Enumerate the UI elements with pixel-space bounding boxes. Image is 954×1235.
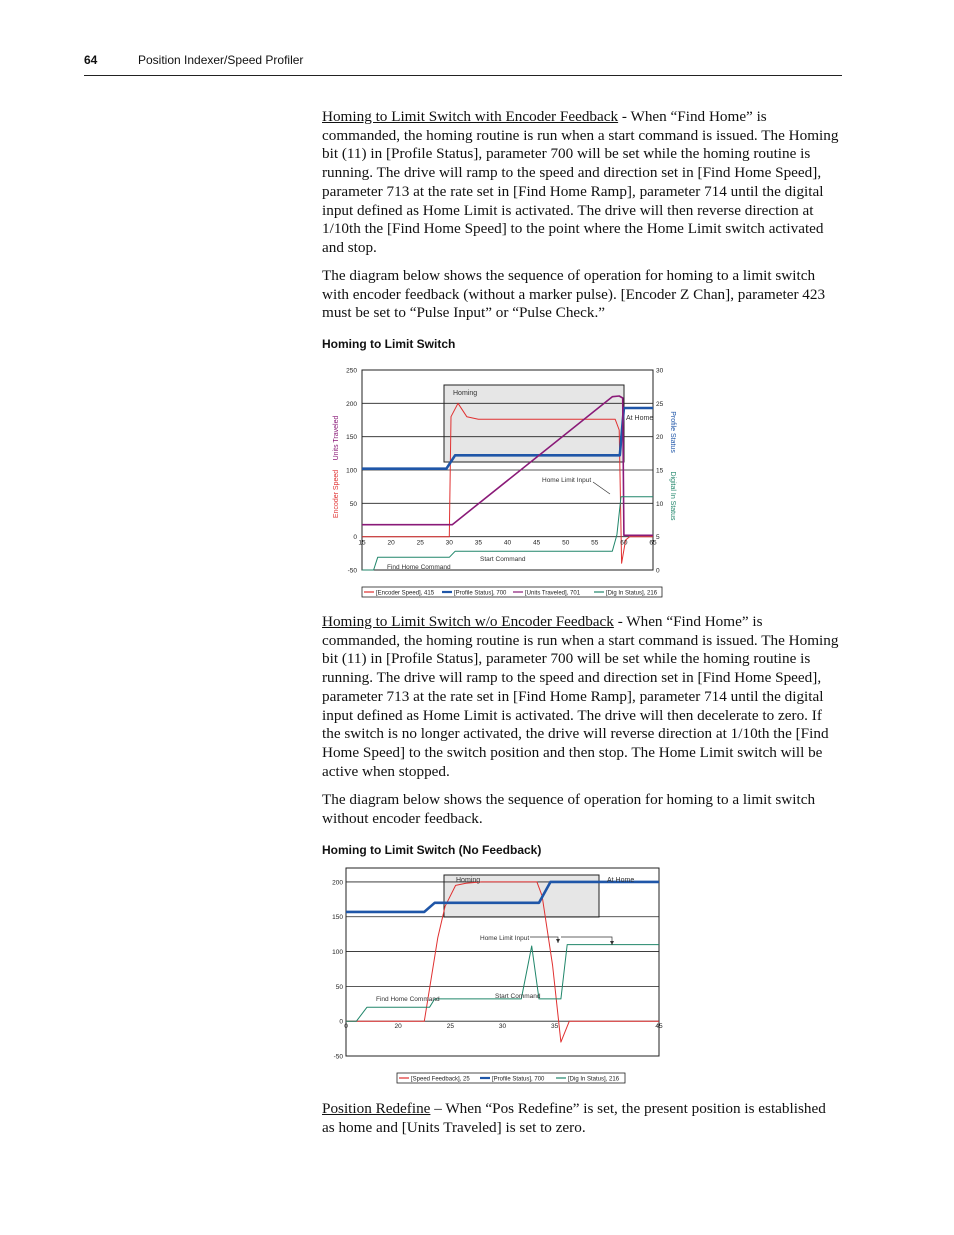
x-tick-label: 25 — [446, 1023, 454, 1031]
paragraph-text: The diagram below shows the sequence of operation for homing to a limit switch with encoder feedback (without a marker pulse). [Encoder Z Chan], parameter 423 must be set to “Pulse Input” or “Pulse Check.” — [322, 267, 826, 322]
y-left-tick-label: 50 — [349, 500, 357, 508]
homing-label: Homing — [453, 390, 478, 397]
chart-2-legend — [397, 1073, 625, 1083]
digital-in-status-axis-label: Digital In Status — [669, 471, 676, 521]
at-home-label: At Home — [607, 877, 635, 884]
x-tick-label: 30 — [498, 1023, 507, 1031]
x-tick-label: 60 — [620, 539, 628, 547]
chart-2-svg — [320, 863, 665, 1088]
start-command-label: Start Command — [495, 993, 541, 1000]
legend-entry: [Profile Status], 700 — [454, 590, 507, 597]
x-tick-label: 35 — [551, 1023, 559, 1031]
y-right-tick-label: 15 — [656, 467, 664, 475]
paragraph-text: - When “Find Home” is commanded, the homing routine is run when a start command is issued. The Homing bit (11) in [Profile Status], parameter 700 will be set while the homing routine is running. The drive will ramp to the speed and direction set in [Find Home Speed], parameter 713 at the rate set in [Find Home Ramp], parameter 714 until the digital input defined as Home Limit is activated. The drive will then decelerate to zero. If the switch is no longer activated, the drive will reverse direction at 1/10th the [Find Home Speed] to the switch position and then stop. The Home Limit switch will be active when stopped. — [322, 613, 839, 780]
figure-caption-2: Homing to Limit Switch (No Feedback) — [322, 843, 542, 857]
y-tick-label: 100 — [332, 949, 343, 957]
legend-entry: [Units Traveled], 701 — [525, 590, 581, 597]
page-number: 64 — [84, 53, 98, 67]
series-line — [346, 945, 659, 1022]
x-tick-label: 40 — [503, 539, 512, 547]
chart-homing-no-feedback — [320, 863, 665, 1088]
y-left-tick-label: 250 — [346, 367, 357, 375]
home-limit-input-label: Home Limit Input — [480, 935, 530, 942]
x-tick-label: 15 — [358, 539, 366, 547]
encoder-speed-axis-label: Encoder Speed — [333, 469, 340, 519]
y-tick-label: 150 — [332, 914, 343, 922]
legend-entry: [Profile Status], 700 — [492, 1076, 545, 1083]
figure-caption-1: Homing to Limit Switch — [322, 337, 456, 351]
paragraph-text: – When “Pos Redefine” is set, the present position is established as home and [Units Traveled] is set to zero. — [322, 1100, 826, 1136]
y-tick-label: 0 — [339, 1018, 343, 1026]
section-heading-position-redefine: Position Redefine — [322, 1100, 431, 1117]
section-heading-without-feedback: Homing to Limit Switch w/o Encoder Feedback — [322, 613, 614, 630]
find-home-command-label: Find Home Command — [376, 996, 440, 1003]
home-limit-arrowhead-1 — [556, 939, 560, 943]
homing-label: Homing — [456, 877, 481, 884]
y-left-tick-label: 200 — [346, 400, 357, 408]
y-left-tick-label: 150 — [346, 434, 357, 442]
x-tick-label: 65 — [649, 539, 657, 547]
running-header-title: Position Indexer/Speed Profiler — [138, 53, 304, 67]
paragraph-with-feedback — [322, 108, 842, 258]
y-right-tick-label: 20 — [656, 434, 664, 442]
legend-entry: [Dig In Status], 216 — [606, 590, 658, 597]
x-tick-label: 25 — [416, 539, 424, 547]
y-left-tick-label: 0 — [353, 534, 357, 542]
y-left-tick-label: 100 — [346, 467, 357, 475]
x-tick-label: 30 — [445, 539, 453, 547]
legend-entry: [Dig In Status], 216 — [568, 1076, 620, 1083]
units-traveled-axis-label: Units Traveled — [333, 415, 340, 461]
y-right-tick-label: 30 — [656, 367, 664, 375]
x-tick-label: 20 — [394, 1023, 402, 1031]
home-limit-arrow — [593, 482, 610, 494]
x-tick-label: 45 — [532, 539, 541, 547]
chart-1-legend — [362, 587, 662, 597]
y-right-tick-label: 5 — [656, 534, 660, 542]
chart-1-svg — [320, 360, 680, 600]
y-tick-label: -50 — [333, 1053, 343, 1061]
paragraph-diagram-intro-1 — [322, 267, 842, 323]
profile-status-axis-label: Profile Status — [669, 411, 676, 453]
at-home-label: At Home — [626, 415, 654, 422]
x-tick-label: 45 — [655, 1023, 663, 1031]
paragraph-position-redefine — [322, 1100, 842, 1137]
header-rule — [84, 75, 842, 76]
home-limit-arrow-1 — [530, 937, 558, 943]
y-left-tick-label: -50 — [347, 567, 357, 575]
paragraph-without-feedback — [322, 613, 842, 781]
chart-homing-with-feedback — [320, 360, 680, 600]
paragraph-text: The diagram below shows the sequence of operation for homing to a limit switch without encoder feedback. — [322, 791, 816, 827]
y-right-tick-label: 10 — [656, 500, 664, 508]
paragraph-diagram-intro-2 — [322, 791, 842, 828]
home-limit-input-label: Home Limit Input — [542, 477, 592, 484]
section-heading-with-feedback: Homing to Limit Switch with Encoder Feedback — [322, 108, 619, 125]
x-tick-label: 55 — [591, 539, 599, 547]
x-tick-label: 35 — [474, 539, 483, 547]
x-tick-label: 50 — [562, 539, 570, 547]
paragraph-text: - When “Find Home” is commanded, the homing routine is run when a start command is issued. The Homing bit (11) in [Profile Status], parameter 700 will be set while the homing routine is running. The drive will ramp to the speed and direction set in [Find Home Speed], parameter 713 at the rate set in [Find Home Ramp], parameter 714 until the digital input defined as Home Limit is activated. The drive will then reverse direction at 1/10th the [Find Home Speed] to the point where the Home Limit switch activated and stop. — [322, 108, 839, 256]
x-tick-label: 0 — [344, 1023, 348, 1031]
legend-entry: [Speed Feedback], 25 — [411, 1076, 470, 1083]
y-tick-label: 50 — [335, 983, 343, 991]
y-tick-label: 200 — [332, 879, 343, 887]
y-right-tick-label: 25 — [656, 400, 664, 408]
y-right-tick-label: 0 — [656, 567, 660, 575]
x-tick-label: 20 — [387, 539, 395, 547]
find-home-command-label: Find Home Command — [387, 564, 451, 571]
legend-entry: [Encoder Speed], 415 — [376, 590, 435, 597]
home-limit-arrow-2 — [561, 937, 612, 945]
start-command-label: Start Command — [480, 556, 526, 563]
